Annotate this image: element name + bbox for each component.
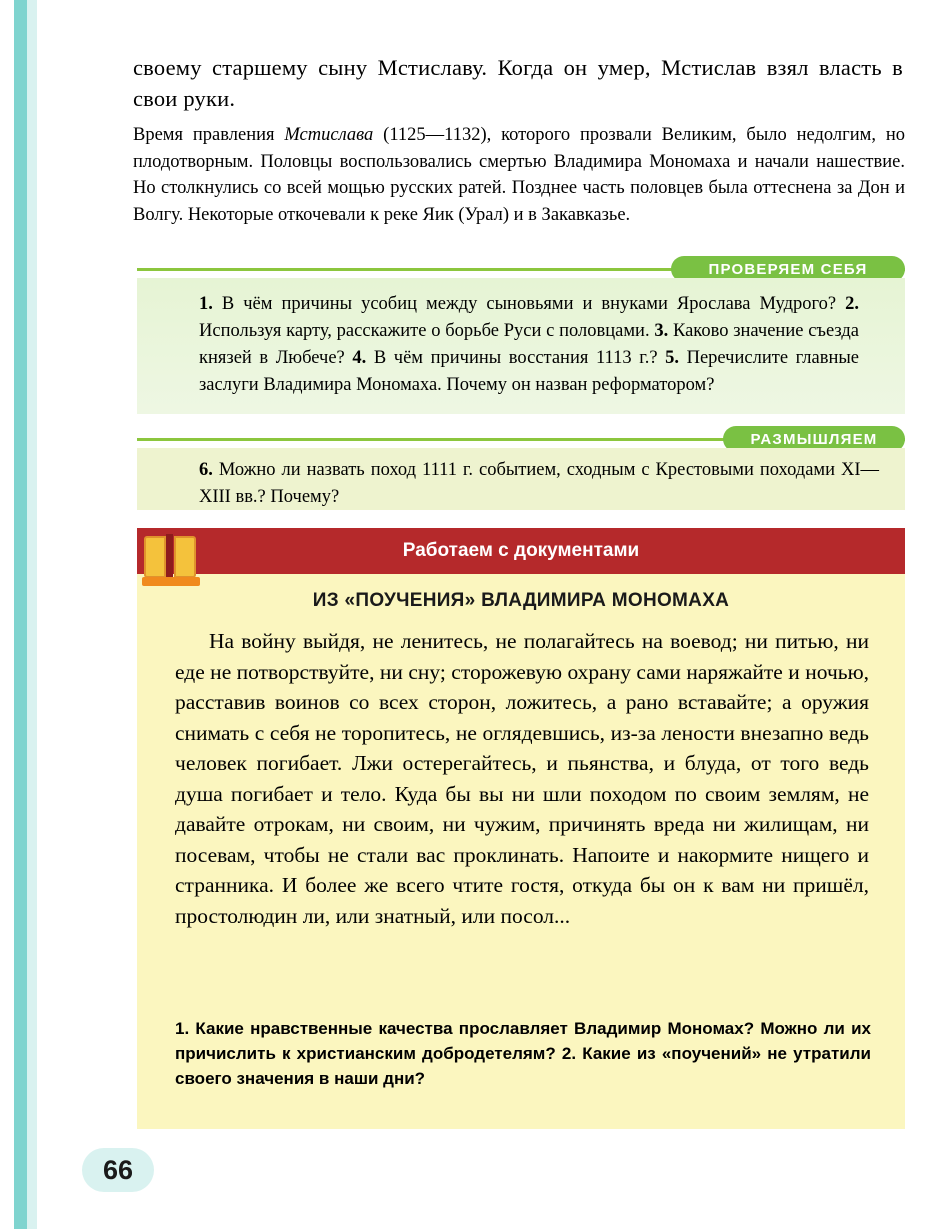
page-edge-inner-stripe: [27, 0, 37, 1229]
reflect-section-tab-label: РАЗМЫШЛЯЕМ: [750, 430, 878, 448]
document-panel-title: Работаем с документами: [402, 540, 640, 561]
reflect-q-number: 6.: [199, 460, 213, 480]
document-panel: [137, 528, 905, 1129]
reflect-block: [137, 448, 905, 510]
check-q3-text: Каково значение съезда князей в Любече?: [199, 321, 860, 368]
page-edge-teal-stripe: [14, 0, 27, 1229]
check-q4-text: В чём причины восстания 1113 г.?: [366, 348, 666, 368]
document-q2-number: 2.: [561, 1044, 577, 1063]
open-book-icon-left-page: [144, 536, 166, 578]
check-yourself-text: [199, 291, 859, 399]
open-book-icon-spine: [166, 534, 173, 580]
document-body-text: На войну выйдя, не ленитесь, не полагайтесь на воевод; ни питью, ни еде не потворствуйте, ни сну; сторожевую охрану сами наряжайте и ночью, расставив воинов со всех сторон, ложитесь, а рано вставайте; а оружия снимать с себя не торопитесь, не оглядевшись, из-за лености внезапно ведь человек погибает. Лжи остерегайтесь, и пьянства, и блуда, от того ведь душа погибает и тело. Куда бы вы ни шли походом по своим землям, не давайте отрокам, ни своим, ни чужим, причинять вреда ни жилищам, ни посевам, чтобы не стали вас проклинать. Напоите и накормите нищего и странника. И более же всего чтите гостя, откуда бы он к вам ни пришёл, простолюдин ли, или знатный, или посол...: [175, 629, 869, 928]
document-subtitle: ИЗ «ПОУЧЕНИЯ» ВЛАДИМИРА МОНОМАХА: [312, 590, 730, 611]
body-paragraph: [133, 122, 905, 228]
body-paragraph-rest: (1125—1132), которого прозвали Великим, было недолгим, но плодотворным. Половцы воспользовались смертью Владимира Мономаха и начали нашествие. Но столкнулись со всей мощью русских ратей. Позднее часть половцев была оттеснена за Дон и Волгу. Некоторые откочевали к реке Яик (Урал) и в Закавказье.: [133, 125, 905, 225]
check-q4-number: 4.: [352, 348, 367, 368]
check-q1-text: В чём причины усобиц между сыновьями и внуками Ярослава Мудрого?: [212, 294, 846, 314]
check-q3-number: 3.: [654, 321, 669, 341]
check-yourself-block: [137, 278, 905, 414]
lead-paragraph: своему старшему сыну Мстиславу. Когда он умер, Мстислав взял власть в свои руки.: [133, 55, 903, 111]
check-q2-number: 2.: [845, 294, 859, 314]
open-book-icon-base: [142, 577, 200, 586]
open-book-icon-right-page: [174, 536, 196, 578]
document-q2-text: Какие из «поучений» не утратили своего значения в наши дни?: [175, 1044, 871, 1088]
page-number: 66: [82, 1148, 154, 1192]
document-panel-header: [137, 528, 905, 574]
check-q5-text: Перечислите главные заслуги Владимира Мономаха. Почему он назван реформатором?: [199, 348, 859, 395]
check-section-tab-label: ПРОВЕРЯЕМ СЕБЯ: [708, 260, 868, 278]
body-paragraph-prefix: Время правления: [133, 125, 285, 145]
check-q1-number: 1.: [199, 294, 213, 314]
document-q1-number: 1.: [175, 1019, 190, 1038]
open-book-icon: [142, 534, 200, 586]
page-content: [37, 0, 939, 1229]
page-edge-outer: [0, 0, 14, 1229]
document-q1-text: Какие нравственные качества прославляет Владимир Мономах? Можно ли их причислить к христианским добродетелям?: [175, 1019, 871, 1063]
reflect-text: [199, 457, 879, 511]
document-questions: [175, 1016, 871, 1091]
check-q2-text: Используя карту, расскажите о борьбе Руси с половцами.: [199, 321, 655, 341]
check-q5-number: 5.: [665, 348, 680, 368]
reflect-q-text: Можно ли назвать поход 1111 г. событием, сходным с Крестовыми походами XI—XIII вв.? Почему?: [199, 460, 879, 507]
body-paragraph-italic-name: Мстислава: [284, 125, 374, 145]
